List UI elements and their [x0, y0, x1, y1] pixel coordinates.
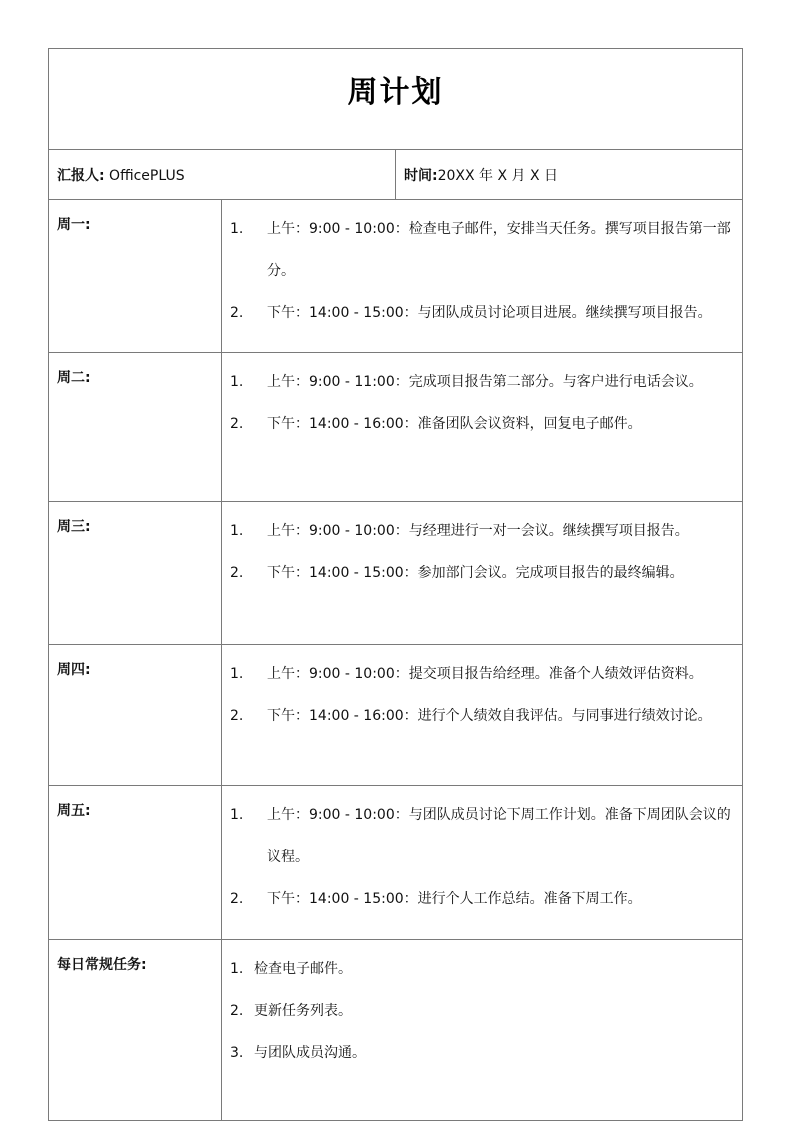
- item-number: 1.: [230, 523, 244, 539]
- item-text: 上午：9:00 - 10:00：提交项目报告给经理。准备个人绩效评估资料。: [267, 666, 703, 682]
- item-text: 下午：14:00 - 15:00：与团队成员讨论项目进展。继续撰写项目报告。: [267, 305, 712, 321]
- item-text: 上午：9:00 - 11:00：完成项目报告第二部分。与客户进行电话会议。: [267, 374, 703, 390]
- time-value: 20XX 年 X 月 X 日: [437, 167, 559, 184]
- daily-tasks-label: 每日常规任务:: [49, 940, 222, 1121]
- plan-list: [230, 794, 734, 920]
- plan-item: [230, 208, 734, 292]
- day-row-friday: [49, 786, 743, 940]
- daily-task-list: [230, 948, 734, 1074]
- daily-task-item: [230, 948, 734, 990]
- day-row-thursday: [49, 645, 743, 786]
- plan-item: [230, 403, 734, 445]
- item-number: 2.: [230, 305, 244, 321]
- item-text: 下午：14:00 - 16:00：准备团队会议资料，回复电子邮件。: [267, 416, 642, 432]
- day-row-wednesday: [49, 502, 743, 645]
- item-number: 2.: [230, 708, 244, 724]
- day-plan: [222, 502, 743, 645]
- day-plan: [222, 786, 743, 940]
- item-text: 上午：9:00 - 10:00：与团队成员讨论下周工作计划。准备下周团队会议的议程。: [267, 807, 731, 865]
- item-text: 下午：14:00 - 15:00：进行个人工作总结。准备下周工作。: [267, 891, 642, 907]
- plan-item: [230, 653, 734, 695]
- daily-tasks-row: [49, 940, 743, 1121]
- reporter-cell: [49, 150, 396, 200]
- item-number: 3.: [230, 1045, 244, 1061]
- plan-item: [230, 878, 734, 920]
- item-number: 1.: [230, 374, 244, 390]
- item-number: 1.: [230, 221, 244, 237]
- reporter-label: 汇报人:: [57, 167, 105, 184]
- daily-task-item: [230, 1032, 734, 1074]
- item-text: 上午：9:00 - 10:00：检查电子邮件，安排当天任务。撰写项目报告第一部分。: [267, 221, 731, 279]
- day-plan: [222, 353, 743, 502]
- plan-item: [230, 552, 734, 594]
- day-label: 周三:: [49, 502, 222, 645]
- title-cell: [49, 49, 743, 150]
- reporter-value: OfficePLUS: [104, 167, 185, 184]
- page-title: 周计划: [347, 75, 444, 110]
- item-number: 1.: [230, 807, 244, 823]
- plan-item: [230, 794, 734, 878]
- plan-item: [230, 292, 734, 334]
- item-number: 2.: [230, 565, 244, 581]
- item-text: 上午：9:00 - 10:00：与经理进行一对一会议。继续撰写项目报告。: [267, 523, 689, 539]
- daily-task-item: [230, 990, 734, 1032]
- day-label: 周四:: [49, 645, 222, 786]
- plan-list: [230, 653, 734, 737]
- day-plan: [222, 645, 743, 786]
- time-label: 时间:: [404, 167, 438, 184]
- plan-item: [230, 695, 734, 737]
- item-number: 1.: [230, 961, 244, 977]
- weekly-plan-table: [48, 48, 743, 1121]
- item-text: 更新任务列表。: [254, 1003, 352, 1019]
- day-label: 周五:: [49, 786, 222, 940]
- plan-list: [230, 510, 734, 594]
- item-number: 2.: [230, 891, 244, 907]
- item-text: 下午：14:00 - 15:00：参加部门会议。完成项目报告的最终编辑。: [267, 565, 684, 581]
- daily-tasks-plan: [222, 940, 743, 1121]
- day-label: 周一:: [49, 200, 222, 353]
- plan-item: [230, 510, 734, 552]
- item-text: 与团队成员沟通。: [254, 1045, 366, 1061]
- item-number: 1.: [230, 666, 244, 682]
- item-text: 检查电子邮件。: [254, 961, 352, 977]
- plan-item: [230, 361, 734, 403]
- item-number: 2.: [230, 1003, 244, 1019]
- item-text: 下午：14:00 - 16:00：进行个人绩效自我评估。与同事进行绩效讨论。: [267, 708, 712, 724]
- plan-list: [230, 208, 734, 334]
- time-cell: [396, 150, 743, 200]
- day-plan: [222, 200, 743, 353]
- day-row-monday: [49, 200, 743, 353]
- item-number: 2.: [230, 416, 244, 432]
- day-row-tuesday: [49, 353, 743, 502]
- plan-list: [230, 361, 734, 445]
- day-label: 周二:: [49, 353, 222, 502]
